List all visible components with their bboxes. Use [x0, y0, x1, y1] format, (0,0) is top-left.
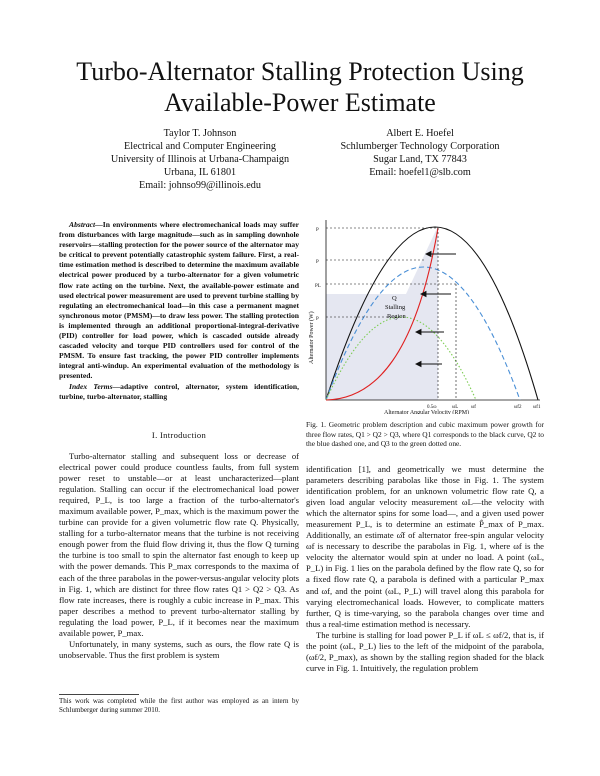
- x-tick: ωf2: [514, 405, 522, 410]
- author-dept: Schlumberger Technology Corporation: [340, 141, 500, 152]
- region-label-q: Q: [392, 295, 397, 302]
- title-line-1: Turbo-Alternator Stalling Protection Using: [76, 57, 524, 86]
- left-column-body: [59, 451, 299, 661]
- paper-title: [0, 56, 600, 118]
- footnote: This work was completed while the first author was employed as an intern by Schlumberger during summer 2010.: [59, 697, 299, 714]
- author-org: Sugar Land, TX 77843: [373, 154, 467, 165]
- y-tick: P: [316, 228, 319, 233]
- section-heading: I. Introduction: [151, 430, 207, 440]
- title-line-2: Available-Power Estimate: [164, 88, 436, 117]
- figure-caption: Fig. 1. Geometric problem description and cubic maximum power growth for three flow rates, Q1 > Q2 > Q3, where Q1 corresponds to the black curve, Q2 to the blue dashed one, and Q3 to the green dotted one.: [306, 420, 544, 449]
- author-name: Taylor T. Johnson: [163, 128, 237, 139]
- abstract-label: Abstract: [69, 220, 96, 229]
- author-name: Albert E. Hoefel: [386, 128, 454, 139]
- y-tick: P: [316, 317, 319, 322]
- author-email: Email: hoefel1@slb.com: [369, 167, 471, 178]
- abstract: [59, 220, 299, 402]
- author-org: University of Illinois at Urbana-Champaign: [110, 154, 290, 165]
- index-terms-label: Index Terms: [69, 381, 113, 391]
- author-email: Email: johnso99@illinois.edu: [138, 180, 261, 191]
- footnote-rule: [59, 694, 139, 695]
- region-label-stalling: Stalling: [385, 304, 406, 311]
- figure-1: [306, 214, 546, 414]
- paragraph: The turbine is stalling for load power P_L if ωL ≤ ωf/2, that is, if the point (ωL, P_L) lies to the left of the midpoint of the parabola, (ωf/2, P_max), as shown by the stalling region shaded for the black curve in Fig. 1. Intuitively, the regulation problem: [306, 629, 544, 673]
- region-label-region: Region: [387, 313, 406, 320]
- right-column-body: [306, 464, 544, 674]
- figure-plot: [306, 214, 546, 414]
- y-tick: PL: [315, 284, 321, 289]
- x-tick: 0.5ω: [427, 405, 437, 410]
- author-address: Urbana, IL 61801: [163, 167, 237, 178]
- author-block-1: [95, 127, 305, 192]
- abstract-text: —In environments where electromechanical loads may suffer from disturbances with large magnitude—such as in sampling downhole reservoirs—stalling protection for the power source of the alternator may be critical to prevent potentially catastrophic system failure. First, a real-time estimation method is described to determine the maximum available electrical power produced by a turbo-alternator for a given volumetric flow rate acting on the turbine. Next, the available-power estimate and used electrical power measurement are used to prevent turbine stalling by regulating an electromechanical load—in this case a permanent magnet synchronous motor (PMSM)—to draw less power. The stalling protection is implemented through an additional proportional-integral-derivative (PID) controller for load power, which is cascaded outside already cascaded velocity and torque PID controllers used for control of the PMSM. To ensure fast tracking, the power PID controller implements integral anti-windup. An experimental evaluation of the methodology is presented.: [59, 220, 299, 381]
- paragraph: identification [1], and geometrically we must determine the parameters describing parabolas like those in Fig. 1. The system identification problem, for an unknown volumetric flow rate Q, a given load angular velocity measurement ωL—the velocity with which the alternator spins for some load—, and a given used power measurement P_L, is to determine an estimate P̂_max of P_max. Additionally, an estimate ω̂f of alternator free-spin angular velocity ωf is necessary to describe the parabolas in Fig. 1, where ωf is the velocity the alternator would spin at under no load. A point (ωL, P_L) in Fig. 1 lies on the parabola defined by the flow rate Q, so for a fixed flow rate Q, a parabola is defined with a particular P_max and ωf, and the point (ωL, P_L) will travel along this parabola for varying electromechanical loads. However, to complicate matters further, Q is time-varying, so the parabola changes over time and thus a real-time estimation method is necessary.: [306, 464, 544, 629]
- x-tick: ωf: [471, 405, 476, 410]
- paragraph: Turbo-alternator stalling and subsequent loss or decrease of electrical power could produce countless faults, from full system power reset to unstable—or at least uncharacterized—plant regulation. Stalling can occur if the electromechanical load power required, P_L, is too large a fraction of the turbo-alternator's maximum available power, P_max, which is the maximum power the turbine can provide for a given volumetric flow rate Q. Physically, stalling for a turbo-alternator means that the turbine is not receiving enough power from the fluid flow driving it, thus the flow Q turning the turbine is too small to spin the alternator fast enough to keep up with the power demands. This P_max corresponds to the maxima of each of the three parabolas in the power-versus-angular velocity plots in Fig. 1, which are distinct for three flow rates Q1 > Q2 > Q3. As flow rate increases, there is roughly a cubic increase in P_max. This paper describes a method to prevent turbo-alternator stalling by regulating the load power, P_L, if it becomes near the maximum available power, P_max.: [59, 451, 299, 638]
- paragraph: Unfortunately, in many systems, such as ours, the flow rate Q is unobservable. Thus the first problem is system: [59, 638, 299, 660]
- y-tick: P: [316, 260, 319, 265]
- x-tick: ωL: [452, 405, 459, 410]
- index-terms-text: —adaptive control, alternator, system identification, turbine, turbo-alternator, stalling: [59, 381, 299, 401]
- y-axis-label: Alternator Power (W): [309, 311, 315, 364]
- author-block-2: [315, 127, 525, 179]
- x-tick: ωf1: [533, 405, 541, 410]
- author-dept: Electrical and Computer Engineering: [124, 141, 276, 152]
- x-axis-label: Alternator Angular Velocity (RPM): [384, 410, 470, 414]
